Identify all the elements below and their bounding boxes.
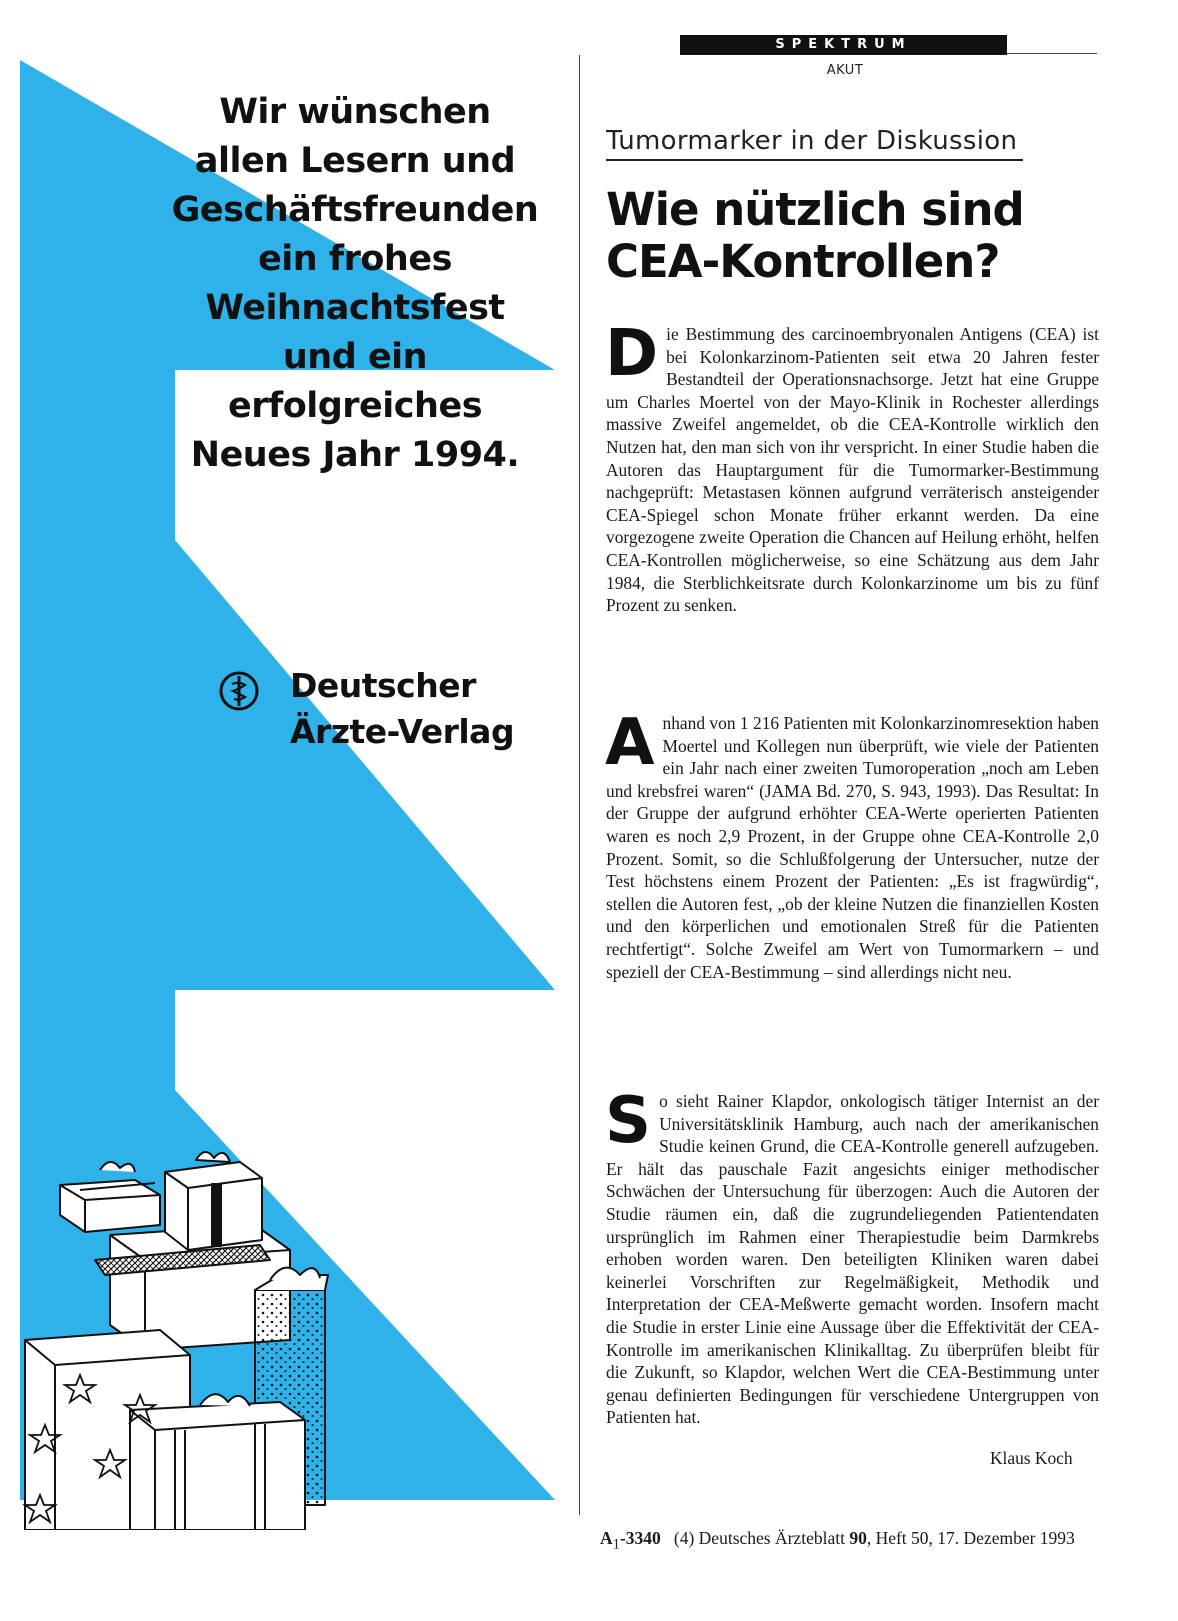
article-author: Klaus Koch (990, 1448, 1073, 1468)
issue-info: , Heft 50, 17. Dezember 1993 (866, 1528, 1075, 1548)
christmas-ad (0, 0, 580, 1621)
publisher-name (290, 663, 514, 755)
aesculapian-staff-icon (218, 670, 260, 712)
paragraph-text: o sieht Rainer Klapdor, onkologisch tätiger Internist an der Universitätsklinik Hamburg, auch nach der amerikanischen Studie keinen Grund, die CEA-Kontrolle generell aufzugeben. Er hält das pauschale Fazit angesichts einiger methodischer Schwächen der Untersuchung für überzogen: Auch die Autoren der Studie räumen ein, daß die zugrundeliegenden Patientendaten ursprünglich im Rahmen einer Therapiestudie beim Darmkrebs erhoben worden waren. Den beteiligten Kliniken waren dabei keinerlei Vorschriften zur Regelmäßigkeit, Methodik und Interpretation der CEA-Meßwerte gemacht worden. Insofern macht die Studie in erster Linie eine Aussage über die Effektivität der CEA-Kontrolle im amerikanischen Klinikalltag. Zu überprüfen bleibt für die Zukunft, so Klapdor, welchen Wert die CEA-Bestimmung unter genau definierten Bedingungen für verschiedene Untergruppen von Patienten hat. (606, 1091, 1099, 1428)
journal-name: Deutsches Ärzteblatt (698, 1528, 845, 1548)
section-label: SPEKTRUM (680, 35, 1007, 55)
article-paragraph (605, 1084, 1099, 1429)
headline-line: Wie nützlich sind (606, 183, 1024, 236)
article-paragraph (605, 317, 1099, 617)
publisher-line: Deutscher (290, 666, 476, 705)
page-prefix: A (600, 1528, 613, 1548)
greeting-line: Wir wünschen (219, 92, 491, 132)
drop-cap: A (605, 706, 655, 780)
greeting-line: erfolgreiches (227, 386, 483, 426)
paragraph-text: ie Bestimmung des carcinoembryonalen Antigens (CEA) ist bei Kolonkarzinom-Patienten seit etwa 20 Jahren fester Bestandteil der Operationsnachsorge. Jetzt hat eine Gruppe um Charles Moertel von der Mayo-Klinik in Rochester allerdings massive Zweifel angemeldet, ob die CEA-Kontrolle wirklich den Nutzen hat, den man sich von ihr verspricht. In einer Studie haben die Autoren das Hauptargument für die Tumormarker-Bestimmung nachgeprüft: Metastasen können aufgrund verräterisch ansteigender CEA-Spiegel schon Monate früher erkannt werden. Da eine vorgezogene zweite Operation die Chancen auf Heilung erhöht, helfen CEA-Kontrollen möglicherweise, so eine Schätzung aus dem Jahr 1984, die Sterblichkeitsrate durch Kolonkarzinome um bis zu fünf Prozent zu senken. (606, 324, 1099, 616)
paragraph-text: nhand von 1 216 Patienten mit Kolonkarzinomresektion haben Moertel und Kollegen nun überprüft, wie viele der Patienten ein Jahr nach einer zweiten Tumoroperation „noch am Leben und krebsfrei waren“ (JAMA Bd. 270, S. 943, 1993). Das Resultat: In der Gruppe der aufgrund erhöhter CEA-Werte operierten Patienten waren es noch 2,9 Prozent, in der Gruppe ohne CEA-Kontrolle 2,0 Prozent. Somit, so die Schlußfolgerung der Untersucher, nutze der Test höchstens einem Prozent der Patienten: „Es ist fragwürdig“, stellen die Autoren fest, „ob der kleine Nutzen die finanziellen Kosten und den körperlichen und emotionalen Streß für die Patienten rechtfertigt“. Solche Zweifel am Wert von Tumormarkern – und speziell der CEA-Bestimmung – sind allerdings nicht neu. (606, 713, 1099, 982)
article-paragraph (605, 706, 1099, 983)
publisher-line: Ärzte-Verlag (290, 712, 515, 751)
issue-sequence: (4) (673, 1528, 695, 1548)
greeting-text (150, 88, 560, 480)
subsection-label: AKUT (826, 63, 864, 78)
page-footer (600, 1528, 1120, 1554)
gift-boxes-illustration (0, 1140, 330, 1530)
drop-cap: S (605, 1084, 652, 1158)
greeting-line: Geschäftsfreunden (171, 190, 539, 230)
greeting-line: Weihnachtsfest (205, 288, 505, 328)
greeting-line: allen Lesern und (194, 141, 516, 181)
greeting-line: und ein (282, 337, 428, 377)
volume-number: 90 (849, 1528, 867, 1548)
greeting-line: ein frohes (258, 239, 452, 279)
headline-line: CEA-Kontrollen? (606, 235, 1000, 288)
column-divider (579, 55, 580, 1515)
article-headline (606, 184, 1146, 288)
page-subscript: 1 (612, 1536, 620, 1553)
section-rule (1007, 53, 1097, 54)
greeting-line: Neues Jahr 1994. (190, 435, 520, 475)
article-kicker: Tumormarker in der Diskussion (606, 126, 1023, 161)
page-number: -3340 (619, 1528, 661, 1548)
drop-cap: D (605, 317, 659, 391)
